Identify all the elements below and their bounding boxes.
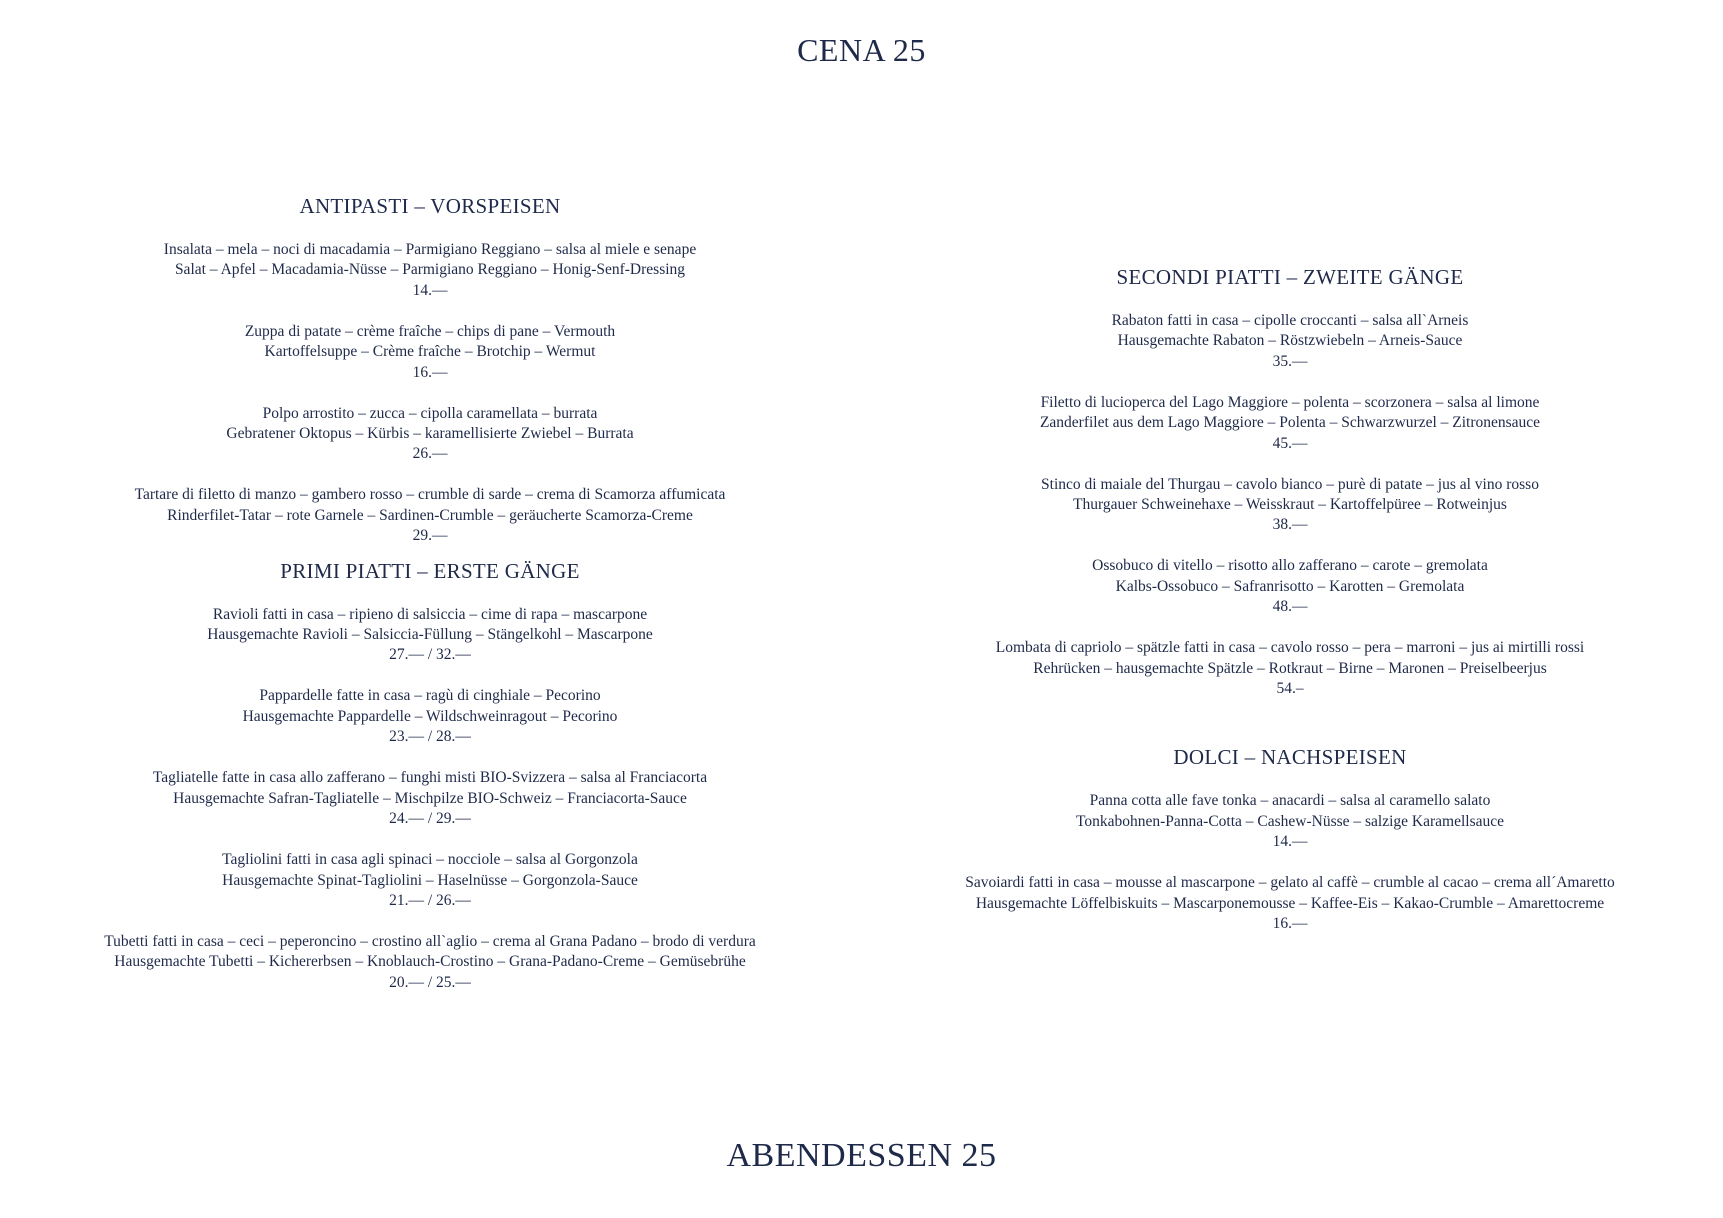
dish-name-german: Hausgemachte Tubetti – Kichererbsen – Knoblauch-Crostino – Grana-Padano-Creme – Gemüsebrühe	[114, 953, 746, 971]
dish-item	[50, 850, 810, 911]
dish-name-german: Kartoffelsuppe – Crème fraîche – Brotchip – Wermut	[264, 343, 596, 361]
dish-item	[900, 393, 1680, 454]
dish-name-italian: Ossobuco di vitello – risotto allo zafferano – carote – gremolata	[1092, 557, 1488, 575]
dish-name-italian: Tagliolini fatti in casa agli spinaci – nocciole – salsa al Gorgonzola	[222, 851, 638, 869]
dish-name-italian: Tartare di filetto di manzo – gambero rosso – crumble di sarde – crema di Scamorza affumicata	[134, 486, 726, 504]
dish-name-german: Rinderfilet-Tatar – rote Garnele – Sardinen-Crumble – geräucherte Scamorza-Creme	[167, 506, 693, 524]
dish-name-italian: Savoiardi fatti in casa – mousse al mascarpone – gelato al caffè – crumble al cacao – crema all´Amaretto	[965, 874, 1615, 892]
dish-price: 16.—	[1272, 915, 1308, 933]
section-heading-secondi: SECONDI PIATTI – ZWEITE GÄNGE	[1116, 265, 1464, 289]
dish-price: 14.—	[412, 281, 448, 299]
dish-price: 14.—	[1272, 833, 1308, 851]
dish-name-german: Kalbs-Ossobuco – Safranrisotto – Karotten – Gremolata	[1115, 577, 1465, 595]
dish-item	[900, 873, 1680, 934]
dish-price: 38.—	[1272, 516, 1308, 534]
dish-name-italian: Tagliatelle fatte in casa allo zafferano – funghi misti BIO-Svizzera – salsa al Franciacorta	[152, 769, 708, 787]
dish-item	[900, 791, 1680, 852]
dish-name-italian: Polpo arrostito – zucca – cipolla caramellata – burrata	[262, 404, 598, 422]
dish-price: 35.—	[1272, 352, 1308, 370]
dish-price: 16.—	[412, 363, 448, 381]
dish-price: 45.—	[1272, 434, 1308, 452]
dish-name-german: Hausgemachte Ravioli – Salsiccia-Füllung – Stängelkohl – Mascarpone	[207, 626, 653, 644]
dish-item	[50, 240, 810, 301]
dish-price: 54.–	[1276, 680, 1304, 698]
dish-price: 24.— / 29.—	[389, 810, 471, 828]
dish-name-german: Hausgemachte Rabaton – Röstzwiebeln – Arneis-Sauce	[1117, 332, 1463, 350]
dish-name-german: Tonkabohnen-Panna-Cotta – Cashew-Nüsse – salzige Karamellsauce	[1075, 812, 1505, 830]
section-heading-dolci: DOLCI – NACHSPEISEN	[1173, 745, 1407, 770]
dish-item	[50, 605, 810, 666]
dish-name-italian: Rabaton fatti in casa – cipolle croccanti – salsa all`Arneis	[1111, 312, 1469, 329]
dish-name-italian: Lombata di capriolo – spätzle fatti in casa – cavolo rosso – pera – marroni – jus ai mirtilli rossi	[995, 639, 1585, 657]
dish-name-german: Salat – Apfel – Macadamia-Nüsse – Parmigiano Reggiano – Honig-Senf-Dressing	[174, 261, 686, 279]
dish-name-italian: Stinco di maiale del Thurgau – cavolo bianco – purè di patate – jus al vino rosso	[1041, 475, 1539, 493]
section-antipasti	[50, 192, 810, 547]
dish-item	[50, 322, 810, 383]
dish-name-italian: Insalata – mela – noci di macadamia – Parmigiano Reggiano – salsa al miele e senape	[163, 241, 697, 258]
dish-name-italian: Pappardelle fatte in casa – ragù di cinghiale – Pecorino	[259, 687, 601, 705]
section-dolci	[900, 743, 1680, 934]
dish-price: 26.—	[412, 445, 448, 463]
dish-item	[50, 686, 810, 747]
section-primi	[50, 557, 810, 993]
dish-price: 21.— / 26.—	[389, 891, 471, 909]
dish-name-german: Hausgemachte Safran-Tagliatelle – Mischpilze BIO-Schweiz – Franciacorta-Sauce	[173, 789, 687, 807]
dish-price: 48.—	[1272, 598, 1308, 616]
dish-item	[900, 311, 1680, 372]
dish-item	[50, 404, 810, 465]
dish-name-german: Hausgemachte Spinat-Tagliolini – Haselnüsse – Gorgonzola-Sauce	[222, 871, 638, 889]
section-heading-primi: PRIMI PIATTI – ERSTE GÄNGE	[280, 558, 580, 583]
dish-price: 27.— / 32.—	[389, 646, 471, 664]
section-secondi	[900, 263, 1680, 699]
dish-name-german: Hausgemachte Pappardelle – Wildschweinragout – Pecorino	[242, 707, 618, 725]
dish-name-italian: Ravioli fatti in casa – ripieno di salsiccia – cime di rapa – mascarpone	[212, 605, 648, 623]
dish-item	[900, 556, 1680, 617]
dish-price: 29.—	[412, 527, 448, 545]
dish-name-german: Rehrücken – hausgemachte Spätzle – Rotkraut – Birne – Maronen – Preiselbeerjus	[1033, 659, 1547, 677]
dish-name-german: Hausgemachte Löffelbiskuits – Mascarponemousse – Kaffee-Eis – Kakao-Crumble – Amarettocreme	[975, 894, 1605, 912]
dish-item	[900, 638, 1680, 699]
footer-title: ABENDESSEN 25	[726, 1137, 997, 1174]
section-heading-antipasti: ANTIPASTI – VORSPEISEN	[299, 194, 561, 218]
dish-name-italian: Zuppa di patate – crème fraîche – chips di pane – Vermouth	[244, 322, 616, 340]
dish-item	[50, 932, 810, 993]
dish-name-german: Gebratener Oktopus – Kürbis – karamellisierte Zwiebel – Burrata	[226, 425, 634, 443]
dish-item	[50, 768, 810, 829]
dish-name-italian: Panna cotta alle fave tonka – anacardi – salsa al caramello salato	[1089, 792, 1491, 810]
right-column	[900, 263, 1680, 935]
page-title: CENA 25	[797, 32, 926, 68]
dish-item	[50, 485, 810, 546]
dish-name-german: Zanderfilet aus dem Lago Maggiore – Polenta – Schwarzwurzel – Zitronensauce	[1039, 414, 1541, 432]
dish-price: 23.— / 28.—	[389, 728, 471, 746]
dish-item	[900, 475, 1680, 536]
dish-name-german: Thurgauer Schweinehaxe – Weisskraut – Kartoffelpüree – Rotweinjus	[1073, 496, 1507, 514]
dish-name-italian: Tubetti fatti in casa – ceci – peperoncino – crostino all`aglio – crema al Grana Padano – brodo di verdura	[104, 932, 756, 950]
left-column	[50, 192, 810, 993]
dish-price: 20.— / 25.—	[389, 973, 471, 991]
dish-name-italian: Filetto di lucioperca del Lago Maggiore – polenta – scorzonera – salsa al limone	[1040, 393, 1540, 411]
